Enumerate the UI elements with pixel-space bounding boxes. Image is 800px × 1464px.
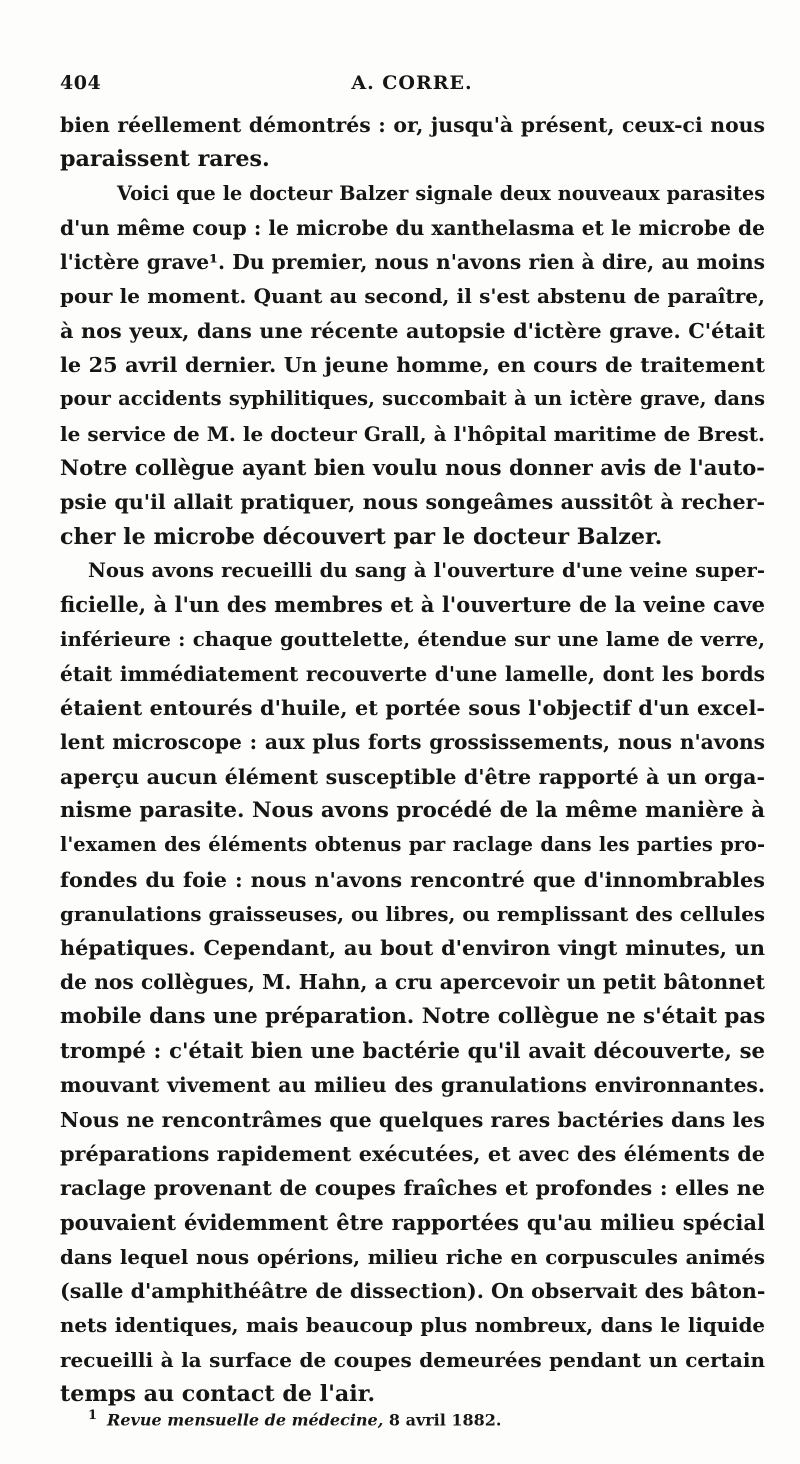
- text-line: (salle d'amphithéâtre de dissection). On observait des bâton-: [60, 1279, 766, 1304]
- text-line: nets identiques, mais beaucoup plus nombreux, dans le liquide: [60, 1313, 765, 1338]
- footnote-date: 8 avril 1882.: [388, 1410, 502, 1430]
- text-line: granulations graisseuses, ou libres, ou remplissant des cellules: [60, 901, 765, 926]
- text-line: l'ictère grave¹. Du premier, nous n'avons rien à dire, au moins: [60, 250, 765, 275]
- text-line: à nos yeux, dans une récente autopsie d'ictère grave. C'était: [60, 317, 765, 343]
- text-line: pour accidents syphilitiques, succombait à un ictère grave, dans: [60, 387, 765, 411]
- text-line: ficielle, à l'un des membres et à l'ouverture de la veine cave: [60, 592, 765, 618]
- text-line: préparations rapidement exécutées, et avec des éléments de: [60, 1140, 765, 1166]
- text-line: Voici que le docteur Balzer signale deux nouveaux parasites: [117, 181, 765, 205]
- text-line: Nous ne rencontrâmes que quelques rares bactéries dans les: [60, 1107, 765, 1132]
- text-line: paraissent rares.: [60, 146, 270, 173]
- text-line: lent microscope : aux plus forts grossissements, nous n'avons: [60, 730, 765, 755]
- text-line: étaient entourés d'huile, et portée sous l'objectif d'un excel-: [60, 695, 765, 721]
- text-line: nisme parasite. Nous avons procédé de la même manière à: [60, 797, 765, 823]
- text-line: le 25 avril dernier. Un jeune homme, en cours de traitement: [60, 352, 765, 378]
- text-line: d'un même coup : le microbe du xanthelasma et le microbe de: [60, 215, 765, 240]
- text-line: pour le moment. Quant au second, il s'est abstenu de paraître,: [60, 284, 765, 309]
- page-number: 404: [60, 72, 102, 94]
- text-line: mobile dans une préparation. Notre collègue ne s'était pas: [60, 1003, 766, 1029]
- text-line: hépatiques. Cependant, au bout d'environ vingt minutes, un: [60, 935, 765, 961]
- text-line: mouvant vivement au milieu des granulations environnantes.: [60, 1073, 765, 1098]
- text-line: de nos collègues, M. Hahn, a cru apercevoir un petit bâtonnet: [60, 970, 765, 995]
- text-line: aperçu aucun élément susceptible d'être rapporté à un orga-: [60, 764, 765, 789]
- body-text: [60, 108, 765, 1411]
- text-line: l'examen des éléments obtenus par raclage dans les parties pro-: [60, 833, 765, 857]
- text-line: inférieure : chaque gouttelette, étendue sur une lame de verre,: [60, 627, 765, 652]
- text-line: fondes du foie : nous n'avons rencontré que d'innombrables: [60, 866, 765, 892]
- text-line: raclage provenant de coupes fraîches et profondes : elles ne: [60, 1175, 765, 1201]
- text-line: psie qu'il allait pratiquer, nous songeâmes aussitôt à recher-: [60, 490, 765, 515]
- text-line: Nous avons recueilli du sang à l'ouverture d'une veine super-: [88, 558, 765, 582]
- page-header: [60, 72, 764, 100]
- footnote: [60, 1408, 765, 1429]
- text-line: temps au contact de l'air.: [60, 1380, 376, 1407]
- text-line: bien réellement démontrés : or, jusqu'à présent, ceux-ci nous: [60, 113, 765, 137]
- footnote-title: Revue mensuelle de médecine,: [107, 1410, 384, 1430]
- running-head: A. CORRE.: [351, 72, 473, 94]
- text-line: Notre collègue ayant bien voulu nous donner avis de l'auto-: [60, 454, 765, 480]
- footnote-mark: 1: [88, 1408, 98, 1423]
- text-line: recueilli à la surface de coupes demeurées pendant un certain: [60, 1347, 765, 1372]
- text-line: était immédiatement recouverte d'une lamelle, dont les bords: [60, 661, 765, 686]
- text-line: cher le microbe découvert par le docteur Balzer.: [60, 523, 663, 550]
- text-line: le service de M. le docteur Grall, à l'hôpital maritime de Brest.: [60, 421, 765, 446]
- text-line: pouvaient évidemment être rapportées qu'au milieu spécial: [60, 1209, 765, 1235]
- text-line: trompé : c'était bien une bactérie qu'il avait découverte, se: [60, 1038, 765, 1064]
- text-line: dans lequel nous opérions, milieu riche en corpuscules animés: [60, 1244, 765, 1269]
